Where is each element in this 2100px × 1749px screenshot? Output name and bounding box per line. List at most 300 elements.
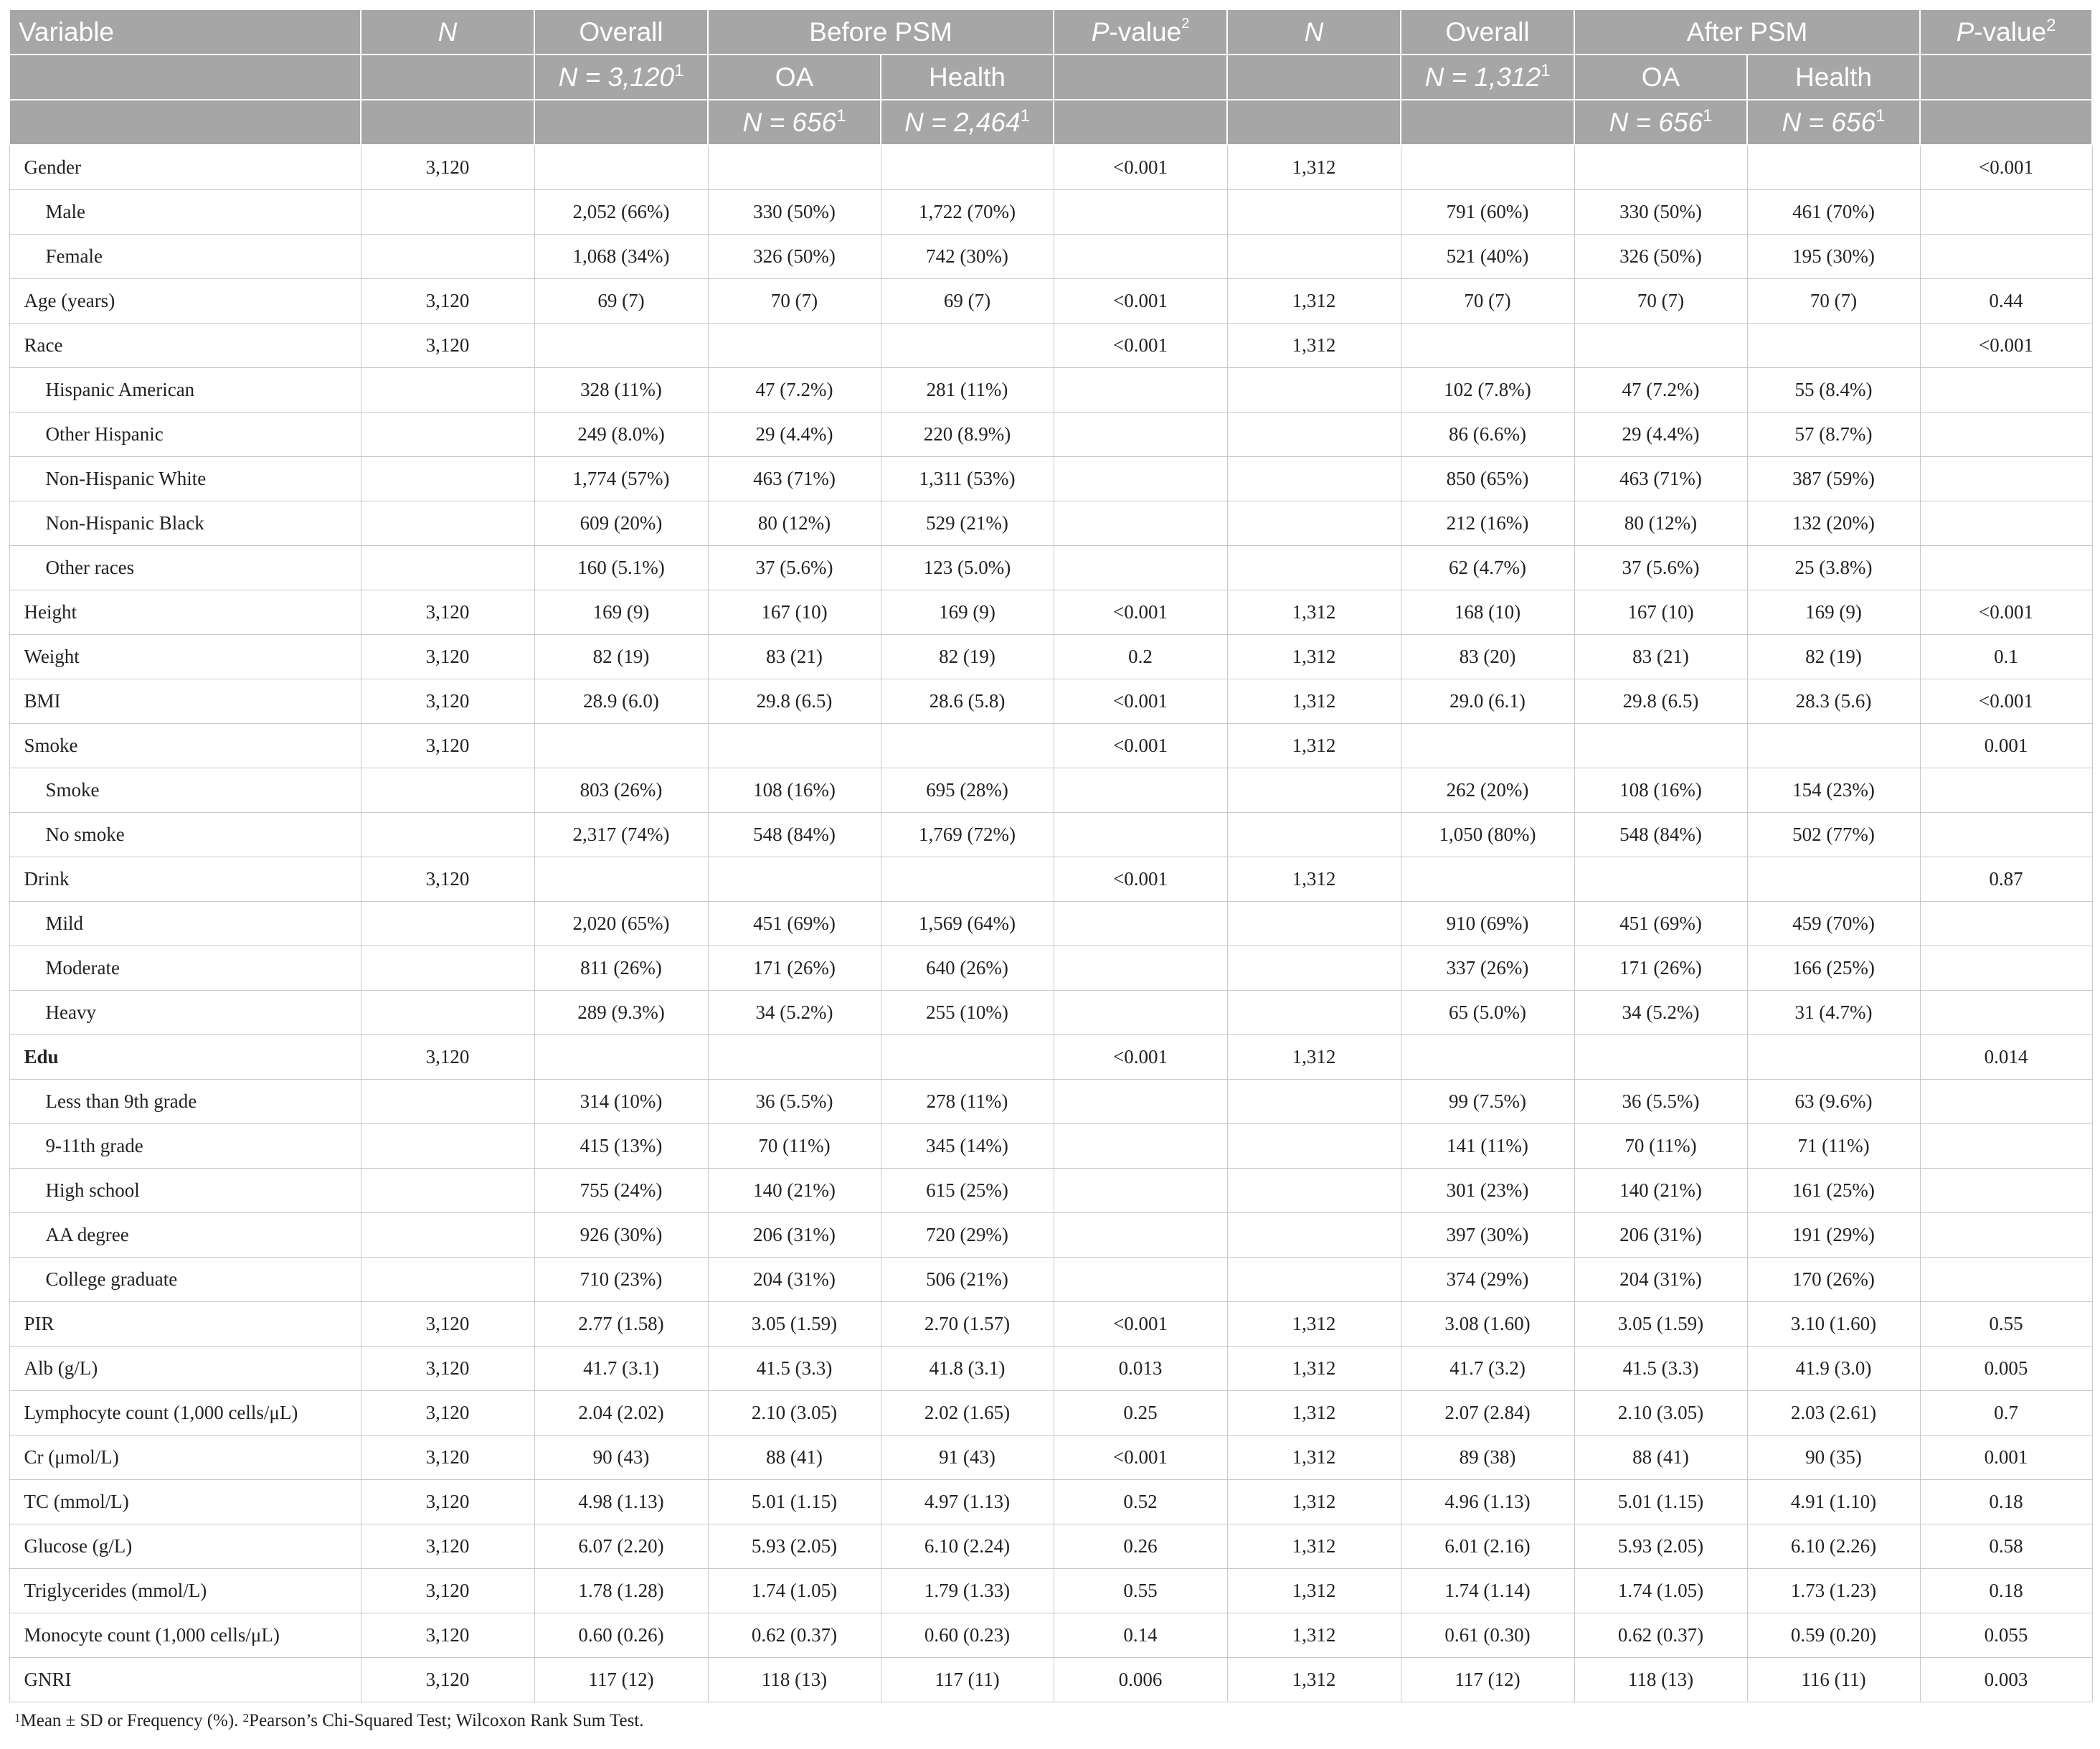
variable-cell: Non-Hispanic White — [9, 457, 361, 501]
value-cell — [1227, 501, 1401, 546]
value-cell: <0.001 — [1054, 279, 1227, 324]
value-cell: 70 (7) — [708, 279, 881, 324]
table-row — [9, 1613, 2092, 1658]
value-cell: 2.10 (3.05) — [708, 1391, 881, 1436]
value-cell: 83 (21) — [1574, 635, 1747, 679]
header-after-oa-n: $N = 656^1$ — [1574, 100, 1747, 145]
header-blank — [9, 55, 361, 100]
variable-cell: Gender — [9, 145, 361, 190]
value-cell: 0.59 (0.20) — [1747, 1613, 1920, 1658]
value-cell — [1054, 813, 1227, 857]
value-cell: 506 (21%) — [881, 1258, 1054, 1302]
value-cell — [1227, 368, 1401, 412]
value-cell: 41.5 (3.3) — [1574, 1347, 1747, 1391]
value-cell — [1920, 902, 2092, 946]
value-cell: 3.05 (1.59) — [708, 1302, 881, 1347]
value-cell — [534, 324, 708, 368]
variable-cell: Moderate — [9, 946, 361, 991]
value-cell: 3,120 — [361, 724, 534, 768]
value-cell: 123 (5.0%) — [881, 546, 1054, 590]
table-body — [9, 145, 2092, 1702]
value-cell — [708, 145, 881, 190]
value-cell: 99 (7.5%) — [1401, 1080, 1574, 1124]
value-cell: 47 (7.2%) — [708, 368, 881, 412]
variable-cell: 9-11th grade — [9, 1124, 361, 1169]
value-cell: 502 (77%) — [1747, 813, 1920, 857]
variable-cell: Cr (μmol/L) — [9, 1436, 361, 1480]
value-cell: <0.001 — [1054, 1035, 1227, 1080]
value-cell: 415 (13%) — [534, 1124, 708, 1169]
value-cell — [361, 902, 534, 946]
value-cell — [1920, 1258, 2092, 1302]
value-cell — [1054, 1080, 1227, 1124]
value-cell: 1,312 — [1227, 1436, 1401, 1480]
table-row — [9, 1436, 2092, 1480]
value-cell: 4.97 (1.13) — [881, 1480, 1054, 1524]
table-row — [9, 1302, 2092, 1347]
value-cell: 0.001 — [1920, 1436, 2092, 1480]
table-row — [9, 857, 2092, 902]
value-cell: <0.001 — [1054, 1436, 1227, 1480]
table-row — [9, 546, 2092, 590]
header-row-2 — [9, 55, 2092, 100]
header-after-oa: OA — [1574, 55, 1747, 100]
value-cell — [1747, 1035, 1920, 1080]
value-cell — [1054, 457, 1227, 501]
variable-cell: PIR — [9, 1302, 361, 1347]
value-cell: 374 (29%) — [1401, 1258, 1574, 1302]
value-cell — [1747, 324, 1920, 368]
table-row — [9, 946, 2092, 991]
value-cell — [1920, 991, 2092, 1035]
value-cell — [1920, 457, 2092, 501]
variable-cell: Female — [9, 235, 361, 279]
value-cell: 3,120 — [361, 1480, 534, 1524]
value-cell: 1.74 (1.14) — [1401, 1569, 1574, 1613]
header-pvalue-before: P-value$^2$ — [1054, 9, 1227, 55]
value-cell: <0.001 — [1054, 1302, 1227, 1347]
value-cell: 37 (5.6%) — [1574, 546, 1747, 590]
value-cell — [1054, 501, 1227, 546]
value-cell — [361, 1080, 534, 1124]
value-cell: 3,120 — [361, 1658, 534, 1702]
value-cell: 169 (9) — [881, 590, 1054, 635]
table-row — [9, 235, 2092, 279]
value-cell — [1747, 724, 1920, 768]
header-blank — [1401, 100, 1574, 145]
variable-cell: Height — [9, 590, 361, 635]
header-blank — [361, 55, 534, 100]
value-cell — [1920, 501, 2092, 546]
table-row — [9, 457, 2092, 501]
value-cell: 5.93 (2.05) — [1574, 1524, 1747, 1569]
value-cell: 615 (25%) — [881, 1169, 1054, 1213]
value-cell: 3,120 — [361, 324, 534, 368]
variable-cell: GNRI — [9, 1658, 361, 1702]
value-cell: 0.87 — [1920, 857, 2092, 902]
value-cell: 2.04 (2.02) — [534, 1391, 708, 1436]
value-cell: 3,120 — [361, 279, 534, 324]
value-cell — [1401, 324, 1574, 368]
table-row — [9, 1480, 2092, 1524]
value-cell: 171 (26%) — [708, 946, 881, 991]
value-cell: 41.5 (3.3) — [708, 1347, 881, 1391]
value-cell: 328 (11%) — [534, 368, 708, 412]
value-cell: 37 (5.6%) — [708, 546, 881, 590]
value-cell: 4.98 (1.13) — [534, 1480, 708, 1524]
value-cell: 70 (7) — [1574, 279, 1747, 324]
value-cell: 168 (10) — [1401, 590, 1574, 635]
value-cell: 2.07 (2.84) — [1401, 1391, 1574, 1436]
value-cell — [1920, 190, 2092, 235]
value-cell — [361, 501, 534, 546]
value-cell: 1,312 — [1227, 324, 1401, 368]
value-cell — [1401, 724, 1574, 768]
value-cell: 326 (50%) — [1574, 235, 1747, 279]
value-cell: 1,312 — [1227, 635, 1401, 679]
value-cell: 2.02 (1.65) — [881, 1391, 1054, 1436]
value-cell: <0.001 — [1054, 724, 1227, 768]
value-cell: 6.10 (2.24) — [881, 1524, 1054, 1569]
value-cell: 811 (26%) — [534, 946, 708, 991]
value-cell: 1.74 (1.05) — [708, 1569, 881, 1613]
value-cell: 63 (9.6%) — [1747, 1080, 1920, 1124]
table-row — [9, 590, 2092, 635]
header-after-health: Health — [1747, 55, 1920, 100]
value-cell: 1.74 (1.05) — [1574, 1569, 1747, 1613]
variable-cell: BMI — [9, 679, 361, 724]
variable-cell: Glucose (g/L) — [9, 1524, 361, 1569]
table-row — [9, 991, 2092, 1035]
value-cell — [1054, 902, 1227, 946]
value-cell: 1.79 (1.33) — [881, 1569, 1054, 1613]
value-cell: 337 (26%) — [1401, 946, 1574, 991]
value-cell: 1,769 (72%) — [881, 813, 1054, 857]
value-cell — [1920, 1213, 2092, 1258]
header-variable: Variable — [9, 9, 361, 55]
value-cell: 29 (4.4%) — [708, 412, 881, 457]
value-cell: 0.7 — [1920, 1391, 2092, 1436]
value-cell: 301 (23%) — [1401, 1169, 1574, 1213]
table-row — [9, 1169, 2092, 1213]
value-cell: 0.60 (0.23) — [881, 1613, 1054, 1658]
value-cell: 6.01 (2.16) — [1401, 1524, 1574, 1569]
value-cell: 171 (26%) — [1574, 946, 1747, 991]
value-cell — [361, 991, 534, 1035]
value-cell — [1227, 991, 1401, 1035]
value-cell: 249 (8.0%) — [534, 412, 708, 457]
value-cell: 0.18 — [1920, 1569, 2092, 1613]
table-row — [9, 368, 2092, 412]
header-blank — [361, 100, 534, 145]
header-row-1 — [9, 9, 2092, 55]
value-cell: 3,120 — [361, 635, 534, 679]
value-cell — [1054, 368, 1227, 412]
value-cell: 0.58 — [1920, 1524, 2092, 1569]
value-cell — [1574, 724, 1747, 768]
value-cell: 88 (41) — [1574, 1436, 1747, 1480]
value-cell: 345 (14%) — [881, 1124, 1054, 1169]
table-row — [9, 324, 2092, 368]
value-cell — [881, 857, 1054, 902]
value-cell — [534, 857, 708, 902]
value-cell: 2.03 (2.61) — [1747, 1391, 1920, 1436]
value-cell: 5.93 (2.05) — [708, 1524, 881, 1569]
value-cell: 57 (8.7%) — [1747, 412, 1920, 457]
value-cell: 5.01 (1.15) — [1574, 1480, 1747, 1524]
variable-cell: Less than 9th grade — [9, 1080, 361, 1124]
value-cell: 118 (13) — [1574, 1658, 1747, 1702]
value-cell: 41.7 (3.1) — [534, 1347, 708, 1391]
value-cell — [1054, 546, 1227, 590]
value-cell: 28.9 (6.0) — [534, 679, 708, 724]
variable-cell: No smoke — [9, 813, 361, 857]
value-cell — [361, 412, 534, 457]
value-cell — [1920, 1124, 2092, 1169]
value-cell: 0.55 — [1054, 1569, 1227, 1613]
value-cell: 1.73 (1.23) — [1747, 1569, 1920, 1613]
value-cell: 83 (21) — [708, 635, 881, 679]
variable-cell: Age (years) — [9, 279, 361, 324]
value-cell: 548 (84%) — [708, 813, 881, 857]
table-row — [9, 1080, 2092, 1124]
value-cell: 154 (23%) — [1747, 768, 1920, 813]
variable-cell: Edu — [9, 1035, 361, 1080]
value-cell: 0.001 — [1920, 724, 2092, 768]
header-pvalue-after: P-value$^2$ — [1920, 9, 2092, 55]
value-cell — [1227, 813, 1401, 857]
header-blank — [1227, 100, 1401, 145]
table-row — [9, 1035, 2092, 1080]
header-before-total: $N = 3,120^1$ — [534, 55, 708, 100]
value-cell — [1920, 546, 2092, 590]
value-cell: 0.62 (0.37) — [708, 1613, 881, 1658]
table-row — [9, 412, 2092, 457]
value-cell: 803 (26%) — [534, 768, 708, 813]
value-cell — [1747, 857, 1920, 902]
value-cell: 1,068 (34%) — [534, 235, 708, 279]
value-cell: 1,050 (80%) — [1401, 813, 1574, 857]
table-row — [9, 1347, 2092, 1391]
value-cell: 70 (7) — [1401, 279, 1574, 324]
value-cell: 206 (31%) — [708, 1213, 881, 1258]
value-cell: 755 (24%) — [534, 1169, 708, 1213]
value-cell: 108 (16%) — [708, 768, 881, 813]
table-row — [9, 1258, 2092, 1302]
table-row — [9, 902, 2092, 946]
value-cell: 0.2 — [1054, 635, 1227, 679]
header-blank — [1054, 55, 1227, 100]
value-cell — [361, 1213, 534, 1258]
value-cell: 0.18 — [1920, 1480, 2092, 1524]
value-cell: 1,312 — [1227, 279, 1401, 324]
value-cell: <0.001 — [1920, 679, 2092, 724]
value-cell — [708, 724, 881, 768]
value-cell — [361, 235, 534, 279]
variable-cell: Drink — [9, 857, 361, 902]
value-cell: 118 (13) — [708, 1658, 881, 1702]
header-after-psm: After PSM — [1574, 9, 1920, 55]
value-cell: 910 (69%) — [1401, 902, 1574, 946]
value-cell: 3.10 (1.60) — [1747, 1302, 1920, 1347]
value-cell: 132 (20%) — [1747, 501, 1920, 546]
value-cell: 461 (70%) — [1747, 190, 1920, 235]
value-cell — [1920, 813, 2092, 857]
table-row — [9, 190, 2092, 235]
value-cell: 6.07 (2.20) — [534, 1524, 708, 1569]
variable-cell: High school — [9, 1169, 361, 1213]
value-cell — [1227, 1124, 1401, 1169]
value-cell — [1920, 235, 2092, 279]
value-cell — [361, 457, 534, 501]
value-cell: <0.001 — [1054, 590, 1227, 635]
value-cell: 2.70 (1.57) — [881, 1302, 1054, 1347]
value-cell: 2.77 (1.58) — [534, 1302, 708, 1347]
value-cell: 521 (40%) — [1401, 235, 1574, 279]
table-row — [9, 813, 2092, 857]
value-cell: 195 (30%) — [1747, 235, 1920, 279]
value-cell: 3,120 — [361, 1391, 534, 1436]
value-cell: <0.001 — [1054, 857, 1227, 902]
table-row — [9, 1569, 2092, 1613]
value-cell: 0.44 — [1920, 279, 2092, 324]
value-cell: 55 (8.4%) — [1747, 368, 1920, 412]
value-cell: 262 (20%) — [1401, 768, 1574, 813]
value-cell: 2,317 (74%) — [534, 813, 708, 857]
value-cell — [708, 857, 881, 902]
value-cell: 463 (71%) — [1574, 457, 1747, 501]
value-cell — [1054, 768, 1227, 813]
header-before-psm: Before PSM — [708, 9, 1054, 55]
value-cell: 29 (4.4%) — [1574, 412, 1747, 457]
value-cell — [1227, 946, 1401, 991]
value-cell: 3,120 — [361, 1524, 534, 1569]
value-cell: <0.001 — [1920, 324, 2092, 368]
value-cell: 1,312 — [1227, 590, 1401, 635]
value-cell: 117 (12) — [534, 1658, 708, 1702]
table-row — [9, 635, 2092, 679]
table-row — [9, 679, 2092, 724]
value-cell: 161 (25%) — [1747, 1169, 1920, 1213]
value-cell: 170 (26%) — [1747, 1258, 1920, 1302]
value-cell — [1227, 1169, 1401, 1213]
value-cell — [534, 145, 708, 190]
variable-cell: Heavy — [9, 991, 361, 1035]
table-row — [9, 768, 2092, 813]
variable-cell: Hispanic American — [9, 368, 361, 412]
header-before-oa-n: $N = 656^1$ — [708, 100, 881, 145]
value-cell: 90 (35) — [1747, 1436, 1920, 1480]
value-cell — [708, 324, 881, 368]
header-n-before: N — [361, 9, 534, 55]
variable-cell: AA degree — [9, 1213, 361, 1258]
value-cell — [708, 1035, 881, 1080]
value-cell: 91 (43) — [881, 1436, 1054, 1480]
value-cell: 90 (43) — [534, 1436, 708, 1480]
value-cell: 0.014 — [1920, 1035, 2092, 1080]
value-cell: 29.8 (6.5) — [1574, 679, 1747, 724]
baseline-characteristics-table — [9, 9, 2093, 1702]
table-row — [9, 1391, 2092, 1436]
variable-cell: Male — [9, 190, 361, 235]
value-cell: 204 (31%) — [1574, 1258, 1747, 1302]
value-cell: 34 (5.2%) — [1574, 991, 1747, 1035]
value-cell: 28.6 (5.8) — [881, 679, 1054, 724]
value-cell — [1054, 991, 1227, 1035]
table-row — [9, 1524, 2092, 1569]
value-cell — [534, 1035, 708, 1080]
value-cell: 204 (31%) — [708, 1258, 881, 1302]
value-cell: 459 (70%) — [1747, 902, 1920, 946]
value-cell: 108 (16%) — [1574, 768, 1747, 813]
value-cell: 25 (3.8%) — [1747, 546, 1920, 590]
value-cell: 0.006 — [1054, 1658, 1227, 1702]
header-overall-before: Overall — [534, 9, 708, 55]
value-cell: 28.3 (5.6) — [1747, 679, 1920, 724]
table-row — [9, 724, 2092, 768]
value-cell — [361, 190, 534, 235]
value-cell: 0.013 — [1054, 1347, 1227, 1391]
value-cell — [881, 1035, 1054, 1080]
value-cell: 41.8 (3.1) — [881, 1347, 1054, 1391]
value-cell — [881, 145, 1054, 190]
value-cell — [1054, 190, 1227, 235]
value-cell — [1054, 946, 1227, 991]
variable-cell: College graduate — [9, 1258, 361, 1302]
value-cell — [1574, 857, 1747, 902]
value-cell: 1,722 (70%) — [881, 190, 1054, 235]
value-cell — [1401, 1035, 1574, 1080]
value-cell: 255 (10%) — [881, 991, 1054, 1035]
variable-cell: Monocyte count (1,000 cells/μL) — [9, 1613, 361, 1658]
variable-cell: Smoke — [9, 724, 361, 768]
value-cell: 212 (16%) — [1401, 501, 1574, 546]
value-cell: 330 (50%) — [708, 190, 881, 235]
value-cell: 83 (20) — [1401, 635, 1574, 679]
table-row — [9, 1124, 2092, 1169]
value-cell: 3.05 (1.59) — [1574, 1302, 1747, 1347]
value-cell: 1.78 (1.28) — [534, 1569, 708, 1613]
table-row — [9, 1658, 2092, 1702]
value-cell — [1227, 190, 1401, 235]
value-cell: 41.9 (3.0) — [1747, 1347, 1920, 1391]
value-cell — [1054, 412, 1227, 457]
variable-cell: Alb (g/L) — [9, 1347, 361, 1391]
variable-cell: Race — [9, 324, 361, 368]
table-row — [9, 279, 2092, 324]
value-cell: <0.001 — [1054, 324, 1227, 368]
table-footnote: $^1$Mean ± SD or Frequency (%). $^2$Pearson’s Chi-Squared Test; Wilcoxon Rank Sum Test. — [14, 1711, 644, 1730]
value-cell — [1920, 1080, 2092, 1124]
value-cell — [1574, 324, 1747, 368]
value-cell: 89 (38) — [1401, 1436, 1574, 1480]
value-cell: 720 (29%) — [881, 1213, 1054, 1258]
value-cell: 36 (5.5%) — [1574, 1080, 1747, 1124]
value-cell: 1,312 — [1227, 1391, 1401, 1436]
value-cell — [1401, 857, 1574, 902]
value-cell: 117 (11) — [881, 1658, 1054, 1702]
value-cell: 640 (26%) — [881, 946, 1054, 991]
value-cell: 330 (50%) — [1574, 190, 1747, 235]
value-cell — [1920, 946, 2092, 991]
value-cell: 29.8 (6.5) — [708, 679, 881, 724]
value-cell: 0.055 — [1920, 1613, 2092, 1658]
value-cell: 326 (50%) — [708, 235, 881, 279]
value-cell: 82 (19) — [1747, 635, 1920, 679]
value-cell: 70 (11%) — [1574, 1124, 1747, 1169]
variable-cell: Other races — [9, 546, 361, 590]
value-cell: 0.1 — [1920, 635, 2092, 679]
